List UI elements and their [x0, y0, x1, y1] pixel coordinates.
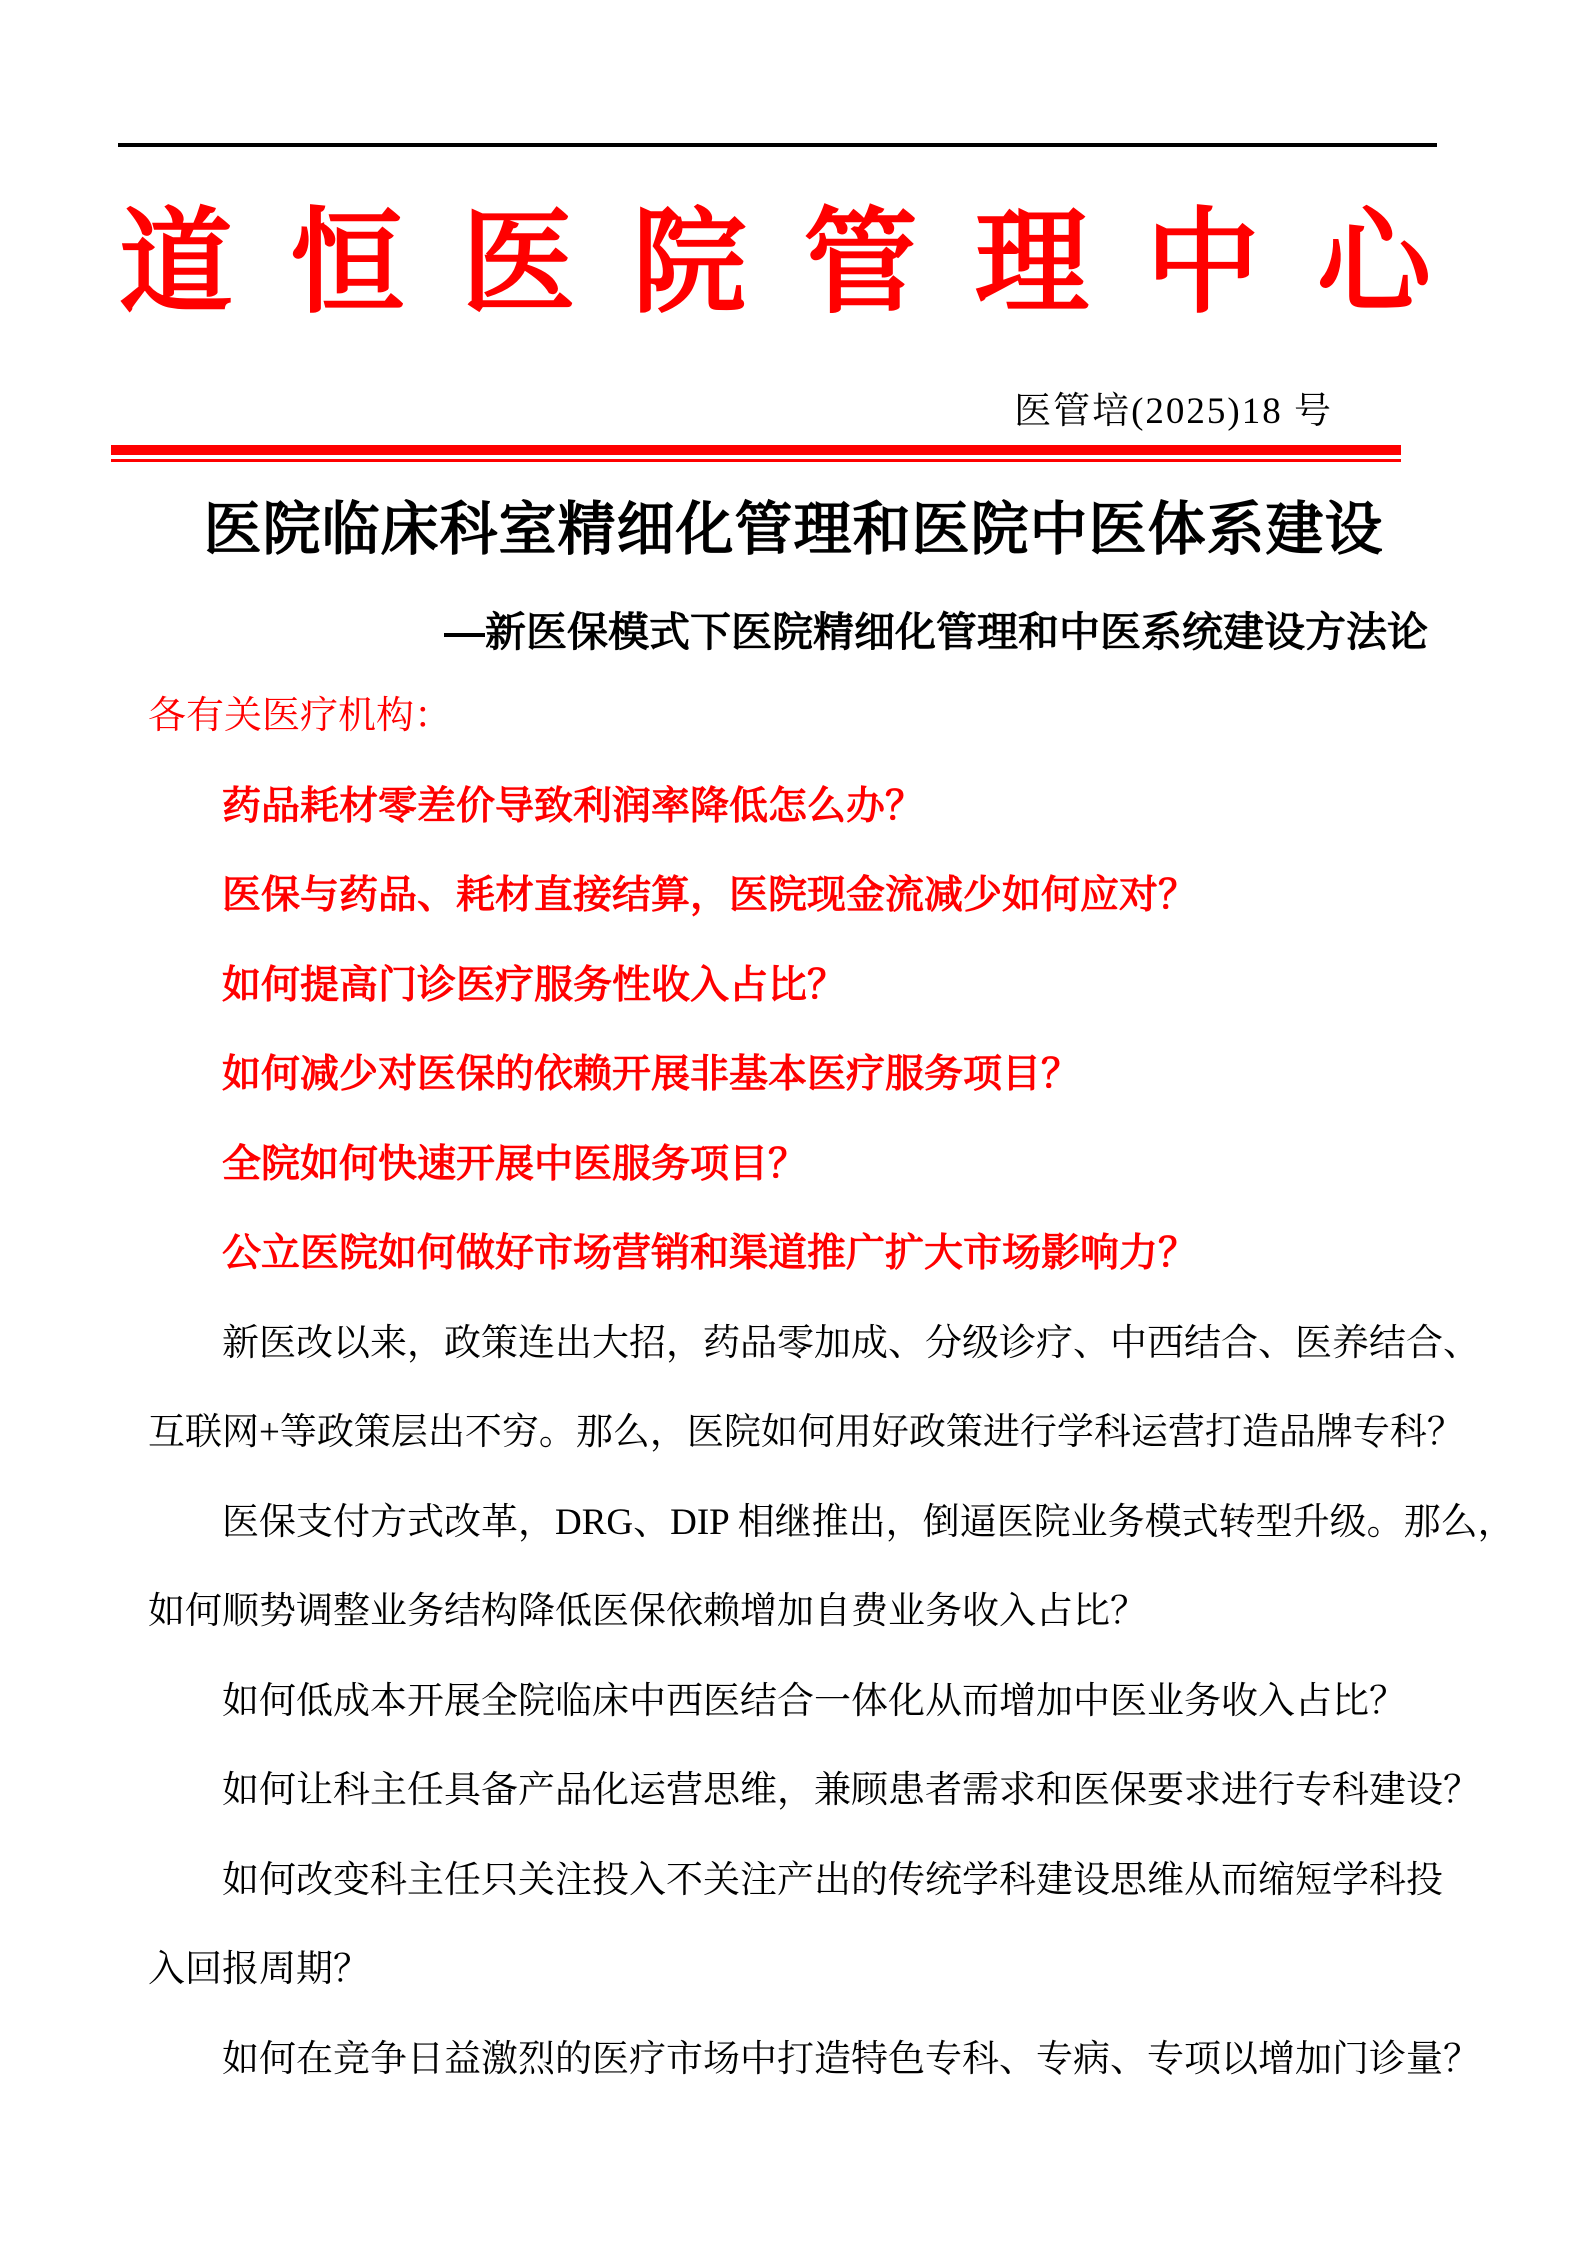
document-body [148, 672, 1515, 2104]
red-divider-thick [111, 445, 1401, 455]
question-line-4: 如何减少对医保的依赖开展非基本医疗服务项目？ [222, 1053, 1081, 1096]
body-line-8: 入回报周期？ [148, 1949, 370, 1990]
masthead-title: 道恒医院管理中心 [119, 200, 1431, 327]
body-line-2: 互联网+等政策层出不穷。那么，医院如何用好政策进行学科运营打造品牌专科？ [148, 1412, 1464, 1453]
question-line-3: 如何提高门诊医疗服务性收入占比？ [222, 963, 847, 1007]
document-number: 医管培(2025)18 号 [1014, 391, 1333, 432]
question-line-2: 医保与药品、耗材直接结算，医院现金流减少如何应对？ [222, 874, 1198, 917]
body-line-6: 如何让科主任具备产品化运营思维，兼顾患者需求和医保要求进行专科建设？ [222, 1770, 1480, 1811]
body-line-5: 如何低成本开展全院临床中西医结合一体化从而增加中医业务收入占比？ [222, 1680, 1406, 1722]
red-divider-thin [111, 459, 1401, 462]
body-line-9: 如何在竞争日益激烈的医疗市场中打造特色专科、专病、专项以增加门诊量？ [222, 2038, 1480, 2080]
question-line-1: 药品耗材零差价导致利润率降低怎么办？ [222, 784, 925, 828]
question-line-6: 公立医院如何做好市场营销和渠道推广扩大市场影响力？ [222, 1232, 1198, 1275]
subtitle: —新医保模式下医院精细化管理和中医系统建设方法论 [444, 609, 1428, 655]
salutation: 各有关医疗机构： [148, 695, 453, 737]
body-line-3: 医保支付方式改革，DRG、DIP 相继推出，倒逼医院业务模式转型升级。那么， [222, 1501, 1515, 1543]
question-line-5: 全院如何快速开展中医服务项目？ [222, 1142, 808, 1186]
main-title: 医院临床科室精细化管理和医院中医体系建设 [203, 497, 1384, 562]
body-line-7: 如何改变科主任只关注投入不关注产出的传统学科建设思维从而缩短学科投 [222, 1859, 1443, 1901]
body-line-4: 如何顺势调整业务结构降低医保依赖增加自费业务收入占比？ [148, 1591, 1147, 1632]
top-divider [118, 143, 1437, 147]
body-line-1: 新医改以来，政策连出大招，药品零加成、分级诊疗、中西结合、医养结合、 [222, 1322, 1480, 1364]
